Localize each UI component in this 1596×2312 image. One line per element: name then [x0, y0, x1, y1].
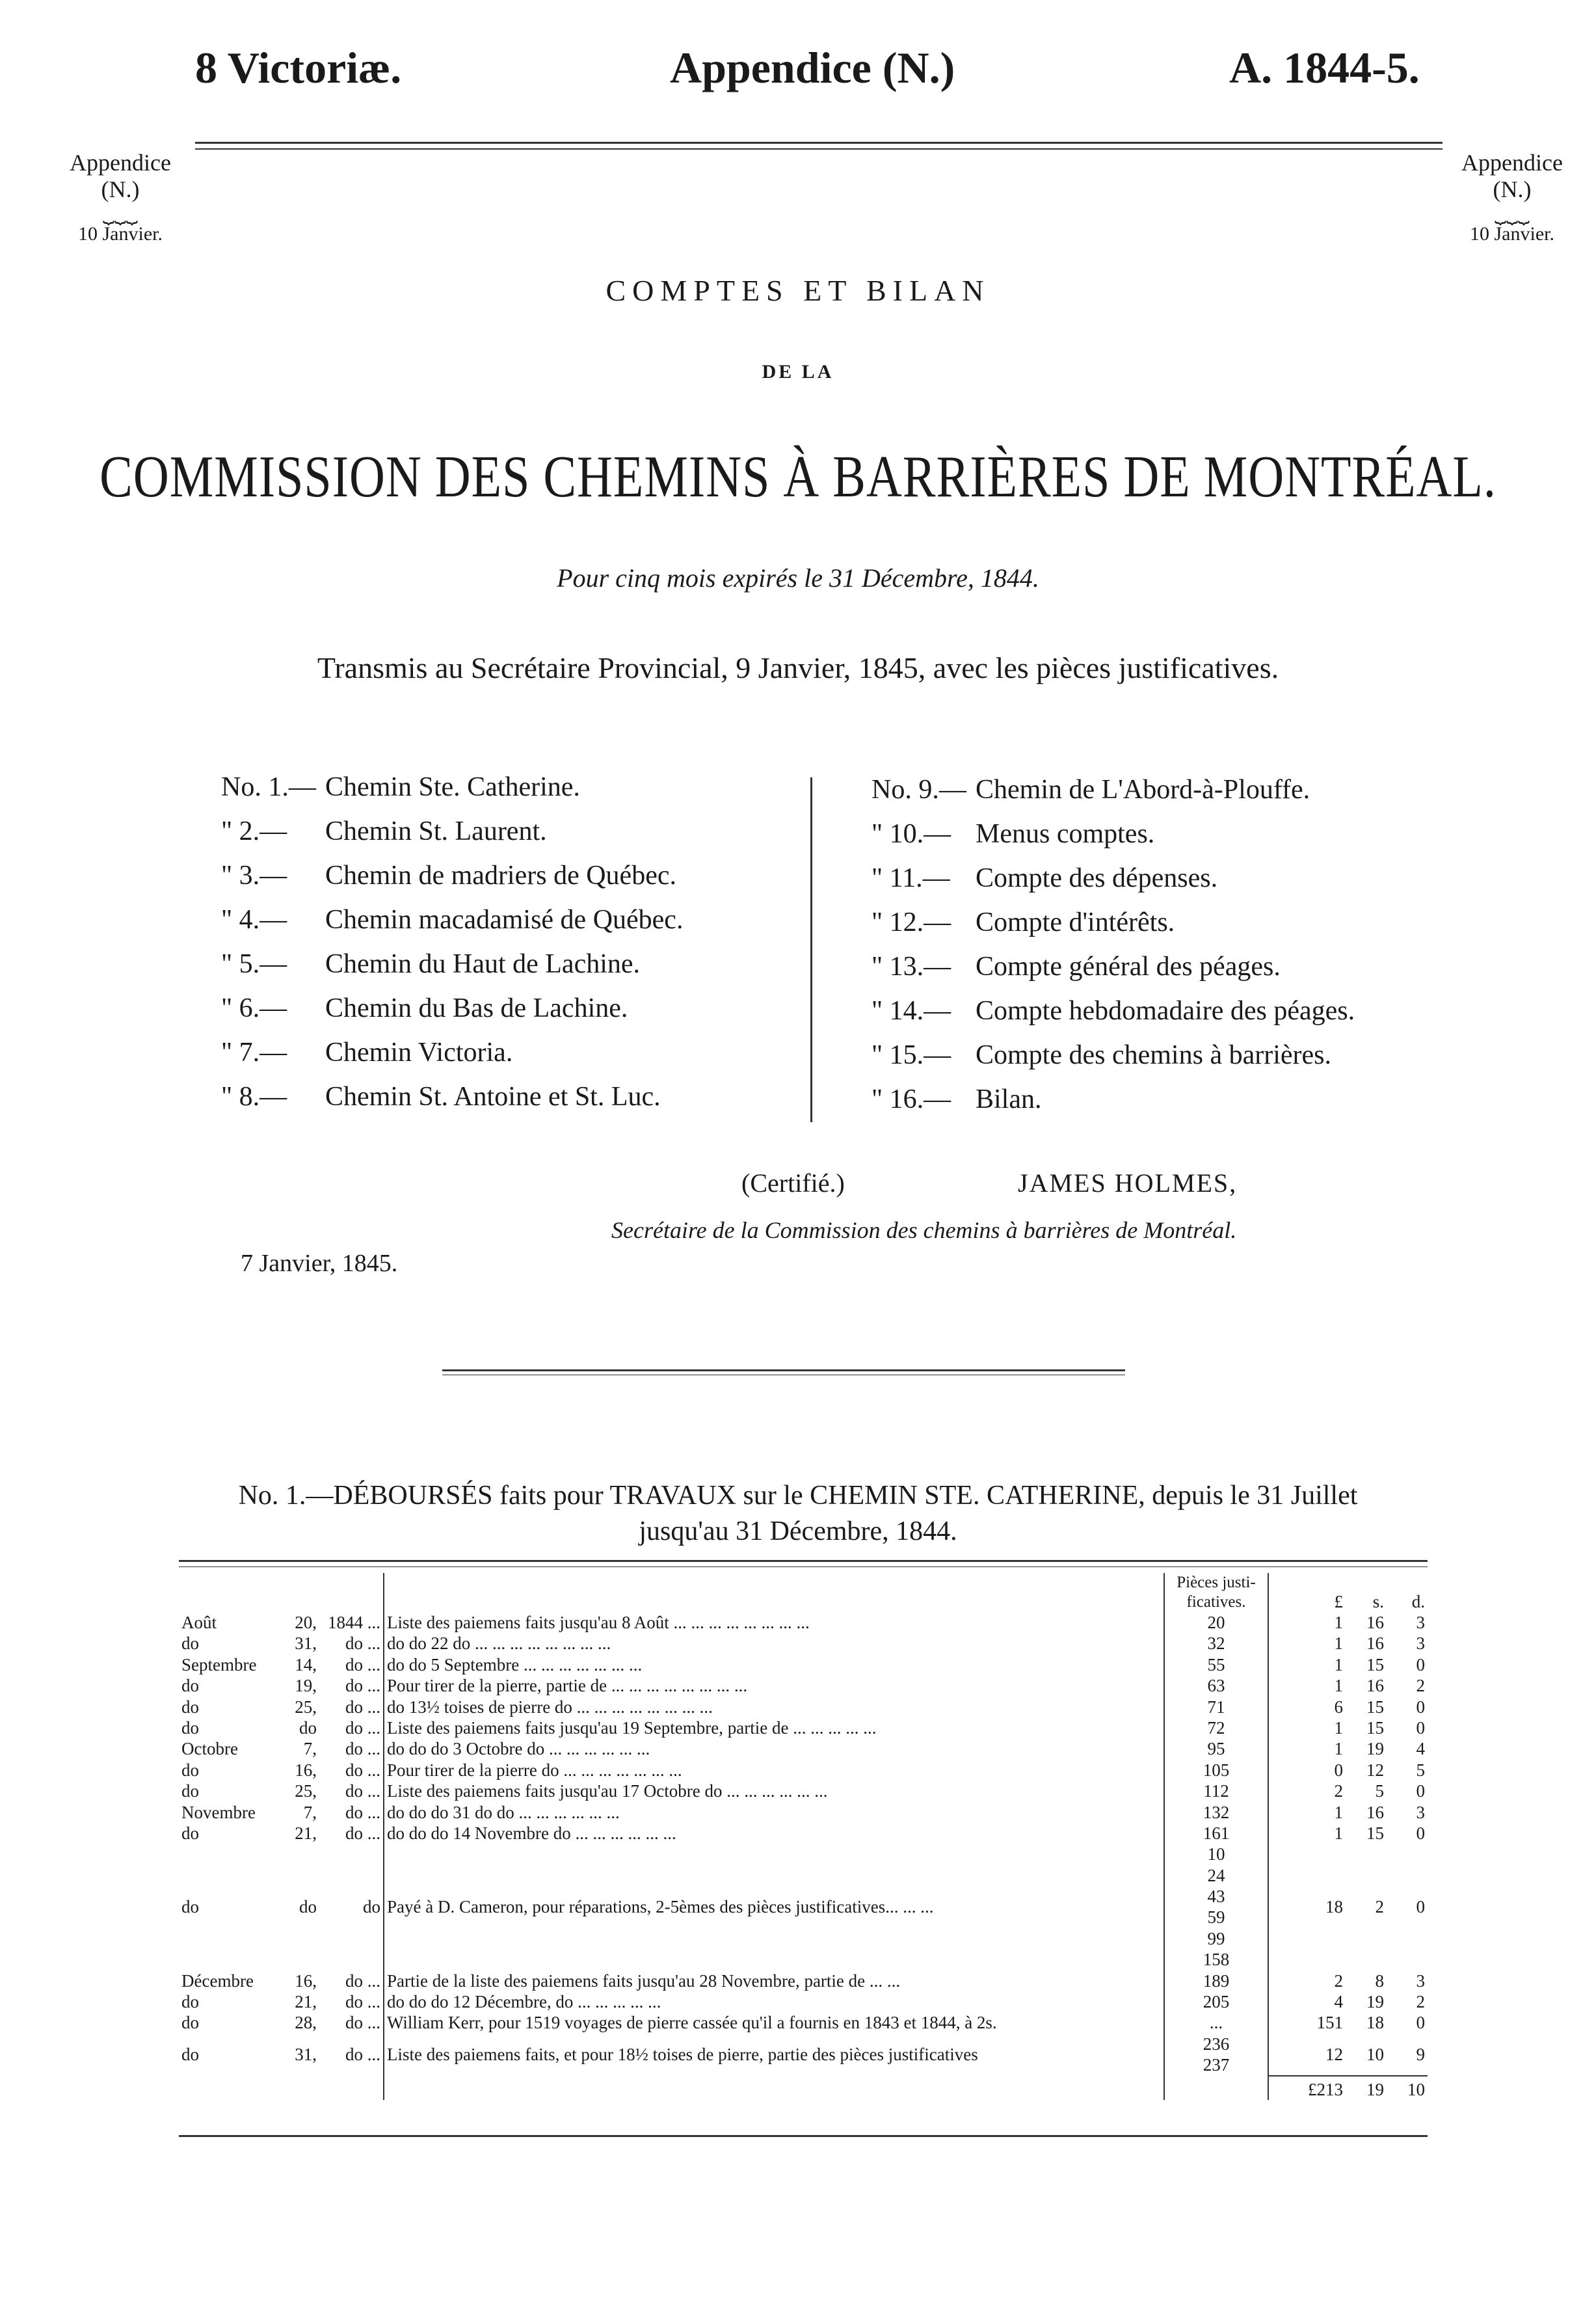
table-row: Septembre 14, do ... do do 5 Septembre ... ... ... ... ... ... ... 55 1 15 0 [181, 1654, 1425, 1674]
toc-item: No. 1.— Chemin Ste. Catherine. [221, 772, 580, 802]
toc-divider [810, 777, 812, 1122]
ledger-top-rule [179, 1560, 1428, 1562]
header-left: 8 Victoriæ. [195, 43, 402, 92]
ledger-bottom-rule [179, 2135, 1428, 2137]
toc-item: " 12.— Compte d'intérêts. [871, 907, 1175, 937]
side-note-date: 10 Janvier. [1470, 222, 1554, 245]
toc-item: " 5.— Chemin du Haut de Lachine. [221, 949, 641, 979]
toc-item: " 8.— Chemin St. Antoine et St. Luc. [221, 1082, 661, 1112]
side-note-sub: (N.) [1493, 176, 1532, 203]
table-row: do 21, do ... do do do 12 Décembre, do ... ... ... ... ... 205 4 19 2 [181, 1992, 1425, 2012]
toc-item: " 7.— Chemin Victoria. [221, 1038, 513, 1068]
total-shillings: 19 [1346, 2076, 1387, 2100]
total-row [179, 2076, 1428, 2100]
side-note-title: Appendice [1461, 150, 1563, 176]
ledger-header-row [179, 1573, 1428, 1612]
total-pounds: £213 [1268, 2076, 1346, 2100]
table-row-last: do 31, do ... Liste des paiemens faits, et pour 18½ toises de pierre, partie des pièces justificatives 236 237 12 10 9 [181, 2034, 1425, 2075]
title-line-3: COMMISSION DES CHEMINS À BARRIÈRES DE MONTRÉAL. [100, 444, 1496, 510]
ledger-top-rule-2 [179, 1566, 1428, 1567]
side-note-sub: (N.) [101, 176, 140, 203]
signature-date: 7 Janvier, 1845. [241, 1250, 398, 1277]
toc-right [871, 768, 1457, 1122]
table-row: do 25, do ... do 13½ toises de pierre do ... ... ... ... ... ... ... ... 71 6 15 0 [181, 1697, 1425, 1717]
table-row: do 16, do ... Pour tirer de la pierre do ... ... ... ... ... ... ... 105 0 12 5 [181, 1760, 1425, 1780]
title-transmis: Transmis au Secrétaire Provincial, 9 Janvier, 1845, avec les pièces justificatives. [317, 651, 1279, 684]
signature-name: JAMES HOLMES, [1018, 1168, 1238, 1198]
toc-item: " 4.— Chemin macadamisé de Québec. [221, 905, 684, 935]
toc-item: " 14.— Compte hebdomadaire des péages. [871, 996, 1355, 1026]
col-pence: d. [1411, 1591, 1425, 1611]
title-line-1: COMPTES ET BILAN [605, 274, 991, 307]
title-line-2: DE LA [762, 361, 834, 383]
header-center: Appendice (N.) [670, 43, 955, 92]
header-rule [195, 142, 1443, 144]
side-note-brace: ⏟⏟⏟ [103, 202, 138, 224]
table-row: Décembre 16, do ... Partie de la liste des paiemens faits jusqu'au 28 Novembre, partie de ... ... 189 2 8 3 [181, 1970, 1425, 1991]
toc-item: " 16.— Bilan. [871, 1084, 1042, 1114]
header-right: A. 1844-5. [1229, 43, 1420, 92]
signature-certifie: (Certifié.) [741, 1168, 845, 1198]
table-row: do 31, do ... do do 22 do ... ... ... ... ... ... ... ... 32 1 16 3 [181, 1633, 1425, 1654]
table-row: Novembre 7, do ... do do do 31 do do ... ... ... ... ... ... 132 1 16 3 [181, 1802, 1425, 1822]
table-row: do 25, do ... Liste des paiemens faits jusqu'au 17 Octobre do ... ... ... ... ... ... 112 2 5 0 [181, 1781, 1425, 1801]
ledger-table [179, 1573, 1428, 2100]
col-pounds: £ [1334, 1591, 1343, 1611]
toc-item: " 3.— Chemin de madriers de Québec. [221, 861, 676, 891]
cameron-pieces: 10 24 43 59 99 158 [1164, 1844, 1268, 1970]
table-row: do 19, do ... Pour tirer de la pierre, partie de ... ... ... ... ... ... ... ... 63 1 16 2 [181, 1676, 1425, 1696]
toc-left [221, 765, 806, 1119]
col-pieces: Pièces justi-ficatives. [1164, 1573, 1268, 1612]
title-period: Pour cinq mois expirés le 31 Décembre, 1844. [557, 563, 1039, 593]
side-note-brace: ⏟⏟⏟ [1495, 202, 1530, 224]
signature-role: Secrétaire de la Commission des chemins à barrières de Montréal. [611, 1217, 1237, 1243]
toc-item: " 13.— Compte général des péages. [871, 952, 1281, 982]
toc-item: " 11.— Compte des dépenses. [871, 863, 1218, 893]
section-divider [442, 1369, 1125, 1371]
table-row-cameron: do do do Payé à D. Cameron, pour réparations, 2-5èmes des pièces justificatives... ... ... 10 24 43 59 99 158 18 2 0 [181, 1844, 1425, 1970]
table-row: Octobre 7, do ... do do do 3 Octobre do ... ... ... ... ... ... 95 1 19 4 [181, 1739, 1425, 1759]
toc-item: " 6.— Chemin du Bas de Lachine. [221, 993, 628, 1023]
table-row: do 21, do ... do do do 14 Novembre do ... ... ... ... ... ... 161 1 15 0 [181, 1823, 1425, 1843]
header-rule-2 [195, 148, 1443, 150]
toc-item: " 2.— Chemin St. Laurent. [221, 816, 547, 846]
table-row: do do do ... Liste des paiemens faits jusqu'au 19 Septembre, partie de ... ... ... ... ... 72 1 15 0 [181, 1717, 1425, 1738]
side-note-right [1444, 150, 1580, 245]
toc-item: " 15.— Compte des chemins à barrières. [871, 1040, 1331, 1070]
table-row: do 28, do ... William Kerr, pour 1519 voyages de pierre cassée qu'il a fournis en 1843 et 1844, à 2s. ... 151 18 0 [181, 2013, 1425, 2033]
toc-item: " 10.— Menus comptes. [871, 819, 1155, 849]
col-shillings: s. [1372, 1591, 1384, 1611]
last-pieces: 236 237 [1164, 2034, 1268, 2076]
ledger-title-2: jusqu'au 31 Décembre, 1844. [639, 1516, 957, 1546]
side-note-title: Appendice [70, 150, 171, 176]
ledger-title-1: No. 1.—DÉBOURSÉS faits pour TRAVAUX sur le CHEMIN STE. CATHERINE, depuis le 31 Juillet [238, 1481, 1358, 1511]
total-pence: 10 [1387, 2076, 1428, 2100]
side-note-left [52, 150, 189, 245]
table-row: Août 20, 1844 ... Liste des paiemens faits jusqu'au 8 Août ... ... ... ... ... ... ... ... 20 1 16 3 [181, 1613, 1425, 1632]
toc-item: No. 9.— Chemin de L'Abord-à-Plouffe. [871, 775, 1310, 805]
side-note-date: 10 Janvier. [78, 222, 163, 245]
